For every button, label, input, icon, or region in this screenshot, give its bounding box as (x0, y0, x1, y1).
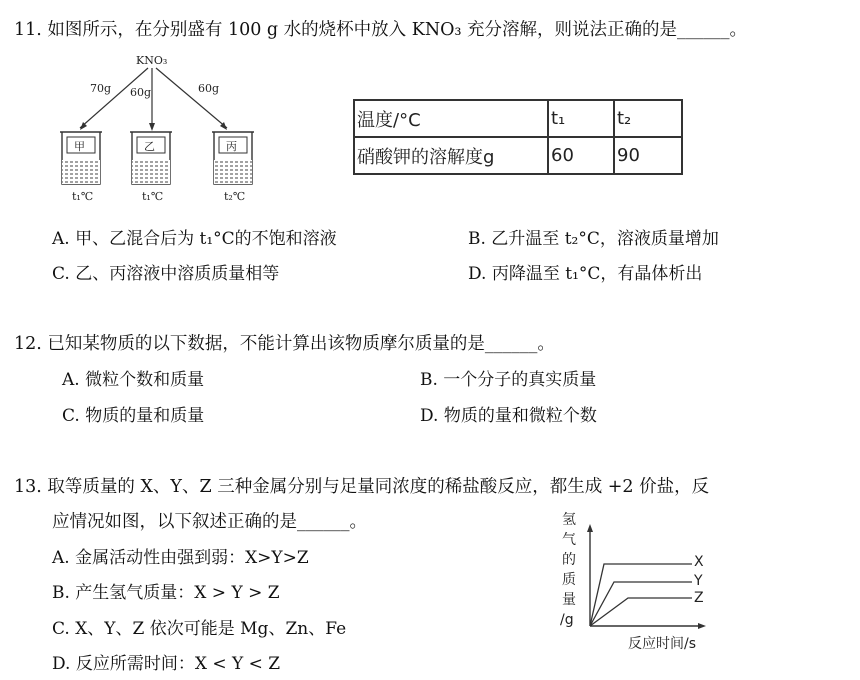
beaker-label-jia: 甲 (74, 140, 85, 153)
beaker-temp-2: t₁℃ (142, 190, 164, 203)
graph-ylabel-char: 的 (562, 552, 576, 568)
series-label-x: X (694, 554, 704, 570)
beaker-jia (60, 132, 102, 184)
figure-top-label: KNO₃ (136, 54, 168, 67)
arrow-label-1: 70g (90, 82, 112, 95)
table-cell: t₂ (614, 100, 682, 137)
beaker-temp-1: t₁℃ (72, 190, 94, 203)
table-cell: t₁ (548, 100, 614, 137)
beaker-label-yi: 乙 (144, 140, 155, 153)
table-cell: 硝酸钾的溶解度g (354, 137, 548, 174)
q11-option-a[interactable]: A. 甲、乙混合后为 t₁°C的不饱和溶液 (52, 229, 337, 249)
arrow-label-3: 60g (198, 82, 220, 95)
series-line-x (590, 564, 692, 626)
q12-stem: 12. 已知某物质的以下数据，不能计算出该物质摩尔质量的是______。 (14, 334, 555, 354)
q13-option-a[interactable]: A. 金属活动性由强到弱：X>Y>Z (52, 548, 309, 568)
figure-arrows (80, 68, 227, 128)
beaker-bing (212, 132, 254, 184)
arrow-label-2: 60g (130, 86, 152, 99)
q11-stem: 11. 如图所示，在分别盛有 100 g 水的烧杯中放入 KNO₃ 充分溶解，则说法正确的是______。 (14, 20, 748, 40)
table-cell: 90 (614, 137, 682, 174)
beaker-label-bing: 丙 (226, 140, 237, 153)
table-cell: 温度/°C (354, 100, 548, 137)
series-label-z: Z (694, 590, 704, 606)
q13-stem-line2: 应情况如图，以下叙述正确的是______。 (52, 512, 367, 532)
beaker-yi (130, 132, 172, 184)
q12-option-d[interactable]: D. 物质的量和微粒个数 (420, 406, 597, 426)
table-cell: 60 (548, 137, 614, 174)
q12-option-b[interactable]: B. 一个分子的真实质量 (420, 370, 597, 390)
graph-ylabel-char: 量 (562, 592, 576, 608)
q13-option-b[interactable]: B. 产生氢气质量：X > Y > Z (52, 583, 280, 603)
table-row (354, 137, 682, 174)
hydrogen-mass-graph (560, 508, 720, 658)
table-row (354, 100, 682, 137)
graph-ylabel-char: 质 (562, 572, 576, 588)
beaker-temp-3: t₂℃ (224, 190, 246, 203)
q13-option-c[interactable]: C. X、Y、Z 依次可能是 Mg、Zn、Fe (52, 619, 347, 639)
kno3-beaker-figure (50, 48, 280, 208)
series-label-y: Y (694, 573, 703, 589)
graph-ylabel-char: 气 (562, 532, 576, 548)
q12-option-c[interactable]: C. 物质的量和质量 (62, 406, 205, 426)
q11-option-d[interactable]: D. 丙降温至 t₁°C，有晶体析出 (468, 264, 703, 284)
solubility-table (353, 99, 683, 175)
graph-ylabel-char: 氢 (562, 512, 576, 528)
graph-xlabel: 反应时间/s (628, 636, 697, 652)
q13-stem-line1: 13. 取等质量的 X、Y、Z 三种金属分别与足量同浓度的稀盐酸反应，都生成 +2 价盐，反 (14, 477, 710, 497)
graph-ylabel-char: /g (560, 612, 574, 628)
series-line-y (590, 582, 692, 626)
q13-option-d[interactable]: D. 反应所需时间：X < Y < Z (52, 654, 281, 674)
series-line-z (590, 598, 692, 626)
q11-option-c[interactable]: C. 乙、丙溶液中溶质质量相等 (52, 264, 280, 284)
graph-axes (590, 530, 700, 626)
q12-option-a[interactable]: A. 微粒个数和质量 (62, 370, 205, 390)
q11-option-b[interactable]: B. 乙升温至 t₂°C，溶液质量增加 (468, 229, 719, 249)
